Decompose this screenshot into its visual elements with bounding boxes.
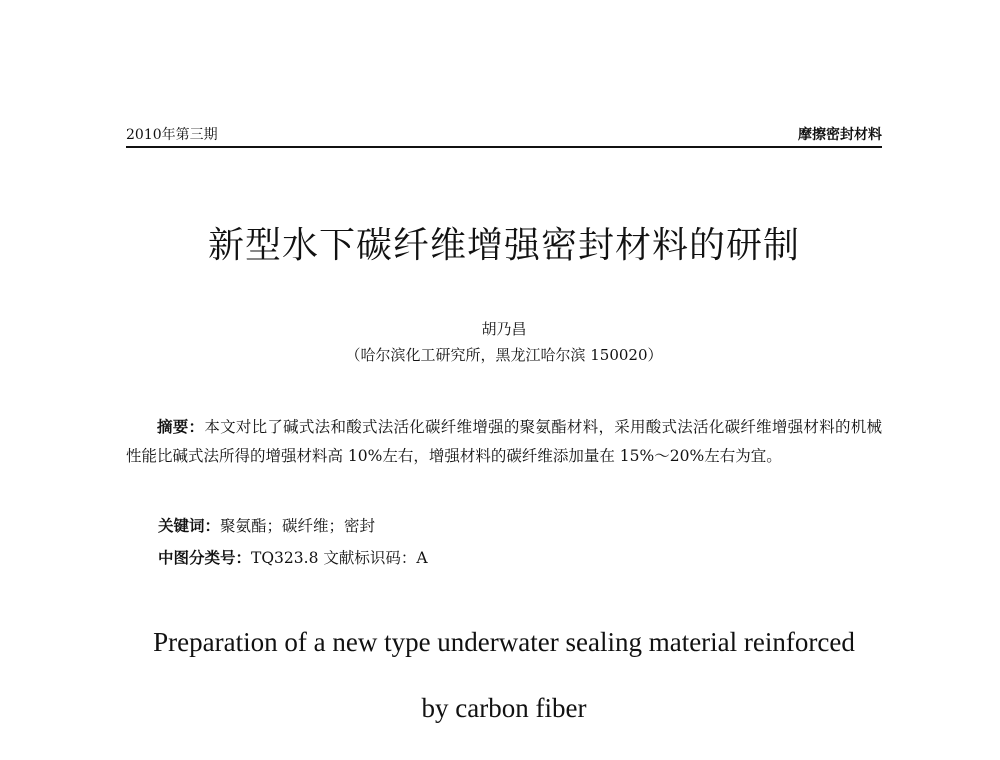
article-title-en-line-2: by carbon fiber — [421, 693, 587, 723]
article-title-cn: 新型水下碳纤维增强密封材料的研制 — [207, 225, 800, 266]
running-header — [126, 124, 882, 148]
author-affiliation: （哈尔滨化工研究所，黑龙江哈尔滨 150020） — [345, 346, 663, 364]
author-name: 胡乃昌 — [481, 320, 527, 338]
journal-name: 摩擦密封材料 — [798, 127, 882, 143]
issue-label: 2010年第三期 — [126, 127, 218, 143]
classification-label: 中图分类号： — [158, 548, 252, 567]
abstract-label: 摘要： — [157, 417, 205, 436]
keywords-line — [158, 511, 878, 541]
keywords-text: 聚氨酯；碳纤维；密封 — [220, 517, 376, 535]
abstract-paragraph — [126, 412, 882, 471]
classification-text: TQ323.8 文献标识码：A — [251, 549, 428, 567]
article-title-en-line-1: Preparation of a new type underwater sealing material reinforced — [153, 627, 855, 657]
classification-line — [158, 543, 878, 573]
keywords-label: 关键词： — [158, 516, 221, 535]
abstract-text: 本文对比了碱式法和酸式法活化碳纤维增强的聚氨酯材料，采用酸式法活化碳纤维增强材料的机械性能比碱式法所得的增强材料高 10%左右，增强材料的碳纤维添加量在 15%～20%左右为宜。 — [126, 418, 882, 465]
